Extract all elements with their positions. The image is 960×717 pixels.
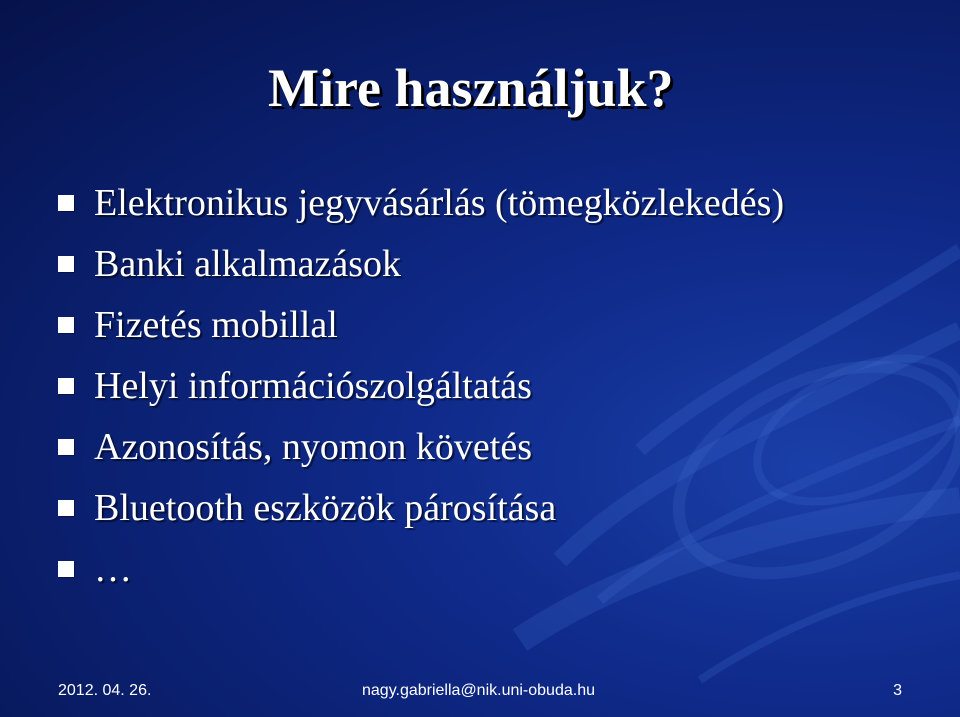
bullet-item: [58, 172, 784, 233]
bullet-item: [58, 294, 784, 355]
bullet-text: Azonosítás, nyomon követés: [94, 425, 533, 468]
bullet-text: Bluetooth eszközök párosítása: [94, 486, 557, 529]
footer-date: 2012. 04. 26.: [58, 682, 152, 699]
square-bullet-icon: [58, 439, 74, 455]
bullet-text: Fizetés mobillal: [94, 303, 338, 346]
square-bullet-icon: [58, 561, 74, 577]
square-bullet-icon: [58, 317, 74, 333]
square-bullet-icon: [58, 500, 74, 516]
bullet-item: [58, 477, 784, 538]
bullet-text: …: [94, 547, 132, 590]
square-bullet-icon: [58, 195, 74, 211]
footer-email: nagy.gabriella@nik.uni-obuda.hu: [362, 682, 595, 699]
page-number: 3: [893, 682, 902, 699]
slide-title: Mire használjuk?: [268, 58, 674, 118]
bullet-item: [58, 416, 784, 477]
bullet-item: [58, 538, 784, 599]
bullet-text: Helyi információszolgáltatás: [94, 364, 532, 407]
bullet-list: [58, 172, 784, 599]
bullet-text: Elektronikus jegyvásárlás (tömegközlekedés): [94, 181, 785, 224]
bullet-item: [58, 233, 784, 294]
bullet-item: [58, 355, 784, 416]
square-bullet-icon: [58, 256, 74, 272]
square-bullet-icon: [58, 378, 74, 394]
bullet-text: Banki alkalmazások: [94, 242, 402, 285]
